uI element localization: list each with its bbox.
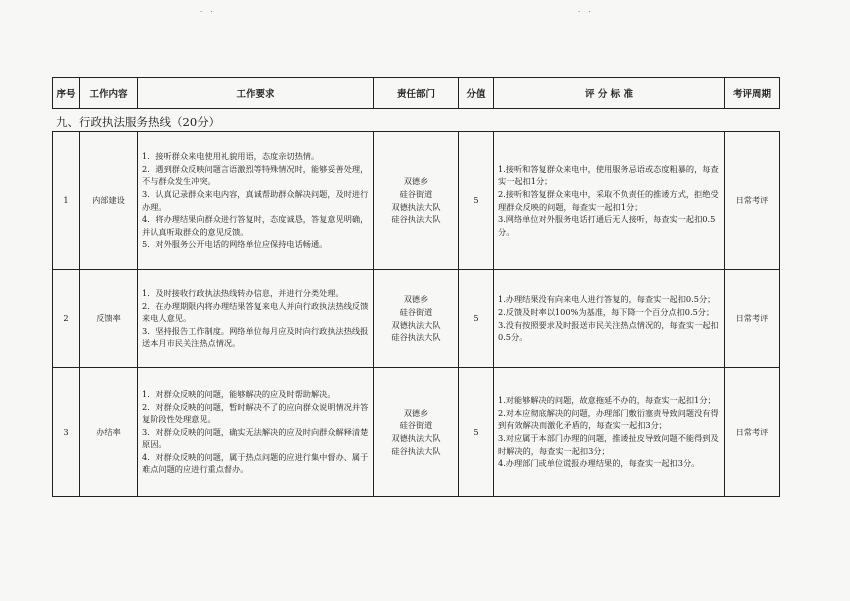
standard-line: 2.接听和答复群众来电中，采取不负责任的推诿方式，拒绝受理群众反映的问题，每查实一起扣1分； xyxy=(498,188,719,212)
table-row xyxy=(53,270,780,368)
row-dept xyxy=(374,132,459,270)
requirement-line: 2．遇到群众反映问题言语激烈等特殊情况时，能够妥善处理，不与群众发生冲突。 xyxy=(142,163,369,187)
header-requirement: 工作要求 xyxy=(138,78,374,109)
header-content: 工作内容 xyxy=(80,78,138,109)
row-standards xyxy=(494,368,725,497)
row-score: 5 xyxy=(459,270,494,368)
requirement-line: 3．认真记录群众来电内容，真诚帮助群众解决问题，及时进行办理。 xyxy=(142,188,369,212)
row-content: 办结率 xyxy=(80,368,138,497)
scan-speck: · · xyxy=(200,8,216,16)
dept-name: 双德执法大队 xyxy=(391,201,441,212)
dept-name: 硅谷执法大队 xyxy=(391,445,441,456)
assessment-table xyxy=(52,131,780,497)
row-score: 5 xyxy=(459,132,494,270)
dept-name: 双德执法大队 xyxy=(391,433,441,443)
requirement-line: 1．接听群众来电使用礼貌用语，态度亲切热情。 xyxy=(142,151,320,162)
requirement-line: 3．坚持报告工作制度。网络单位每月应及时向行政执法热线报送本月市民关注热点情况。 xyxy=(142,325,369,349)
dept-name: 双德乡 xyxy=(403,176,429,187)
row-requirements xyxy=(138,270,374,368)
row-score: 5 xyxy=(459,368,494,497)
table-row xyxy=(53,368,780,497)
row-cycle: 日常考评 xyxy=(725,368,780,497)
dept-name: 双德乡 xyxy=(403,407,429,418)
row-seq: 3 xyxy=(53,368,80,497)
requirement-line: 4．对群众反映的问题，属于热点问题的应进行集中督办、属于难点问题的应进行重点督办。 xyxy=(142,451,369,475)
dept-name: 双德乡 xyxy=(403,294,429,305)
header-standard: 评 分 标 准 xyxy=(494,78,725,109)
header-dept: 责任部门 xyxy=(374,78,459,109)
table-row xyxy=(53,132,780,270)
row-content: 反馈率 xyxy=(80,270,138,368)
row-cycle: 日常考评 xyxy=(725,132,780,270)
section-title: 九、行政执法服务热线（20分） xyxy=(56,115,221,129)
row-requirements xyxy=(138,132,374,270)
requirement-line: 1．对群众反映的问题，能够解决的应及时帮助解决。 xyxy=(142,388,336,399)
standard-line: 2.反馈及时率以100%为基准，每下降一个百分点扣0.5分； xyxy=(498,306,715,317)
dept-name: 硅谷执法大队 xyxy=(391,214,441,225)
row-seq: 2 xyxy=(53,270,80,368)
dept-name: 硅谷街道 xyxy=(399,188,433,199)
dept-name: 硅谷街道 xyxy=(399,420,433,431)
requirement-line: 2．在办理期限内将办理结果答复来电人并向行政执法热线反馈来电人意见。 xyxy=(142,300,369,324)
requirement-line: 4．将办理结果向群众进行答复时，态度诚恳，答复意见明确，并认真听取群众的意见反馈。 xyxy=(142,214,369,237)
row-dept xyxy=(374,270,459,368)
standard-line: 1.办理结果没有向来电人进行答复的，每查实一起扣0.5分； xyxy=(498,294,716,305)
header-score: 分值 xyxy=(459,78,494,109)
standard-line: 1.接听和答复群众来电中，使用服务忌语或态度粗暴的，每查实一起扣1分； xyxy=(498,163,719,187)
standard-line: 3.没有按照要求及时报送市民关注热点情况的，每查实一起扣0.5分。 xyxy=(498,319,719,343)
row-seq: 1 xyxy=(53,132,80,270)
standard-line: 2.对本应彻底解决的问题，办理部门敷衍塞责导致问题没有得到有效解决而激化矛盾的，每查实一起扣3分； xyxy=(498,407,719,431)
row-cycle: 日常考评 xyxy=(725,270,780,368)
standard-line: 1.对能够解决的问题，故意拖延不办的，每查实一起扣1分； xyxy=(498,395,716,406)
dept-name: 双德执法大队 xyxy=(391,319,441,330)
dept-name: 硅谷街道 xyxy=(399,306,433,317)
standard-line: 3.对应属于本部门办理的问题，推诿扯皮导致问题不能得到及时解决的，每查实一起扣3分； xyxy=(498,433,719,456)
row-content: 内部建设 xyxy=(80,132,138,270)
standard-line: 3.网络单位对外服务电话打通后无人接听，每查实一起扣0.5分。 xyxy=(498,214,716,237)
scan-speck: · · xyxy=(578,8,594,16)
requirement-line: 3．对群众反映的问题，确实无法解决的应及时向群众解释清楚原因。 xyxy=(142,426,369,450)
header-table xyxy=(52,77,780,109)
dept-name: 硅谷执法大队 xyxy=(391,332,441,343)
header-seq: 序号 xyxy=(53,78,80,109)
row-standards xyxy=(494,132,725,270)
row-standards xyxy=(494,270,725,368)
row-dept xyxy=(374,368,459,497)
requirement-line: 1．及时接收行政执法热线转办信息，并进行分类处理。 xyxy=(142,288,344,299)
row-requirements xyxy=(138,368,374,497)
standard-line: 4.办理部门或单位谎报办理结果的，每查实一起扣3分。 xyxy=(498,458,700,469)
requirement-line: 5．对外服务公开电话的网络单位应保持电话畅通。 xyxy=(142,239,328,250)
requirement-line: 2．对群众反映的问题，暂时解决不了的应向群众说明情况并答复阶段性处理意见。 xyxy=(142,401,369,425)
header-cycle: 考评周期 xyxy=(725,78,780,109)
